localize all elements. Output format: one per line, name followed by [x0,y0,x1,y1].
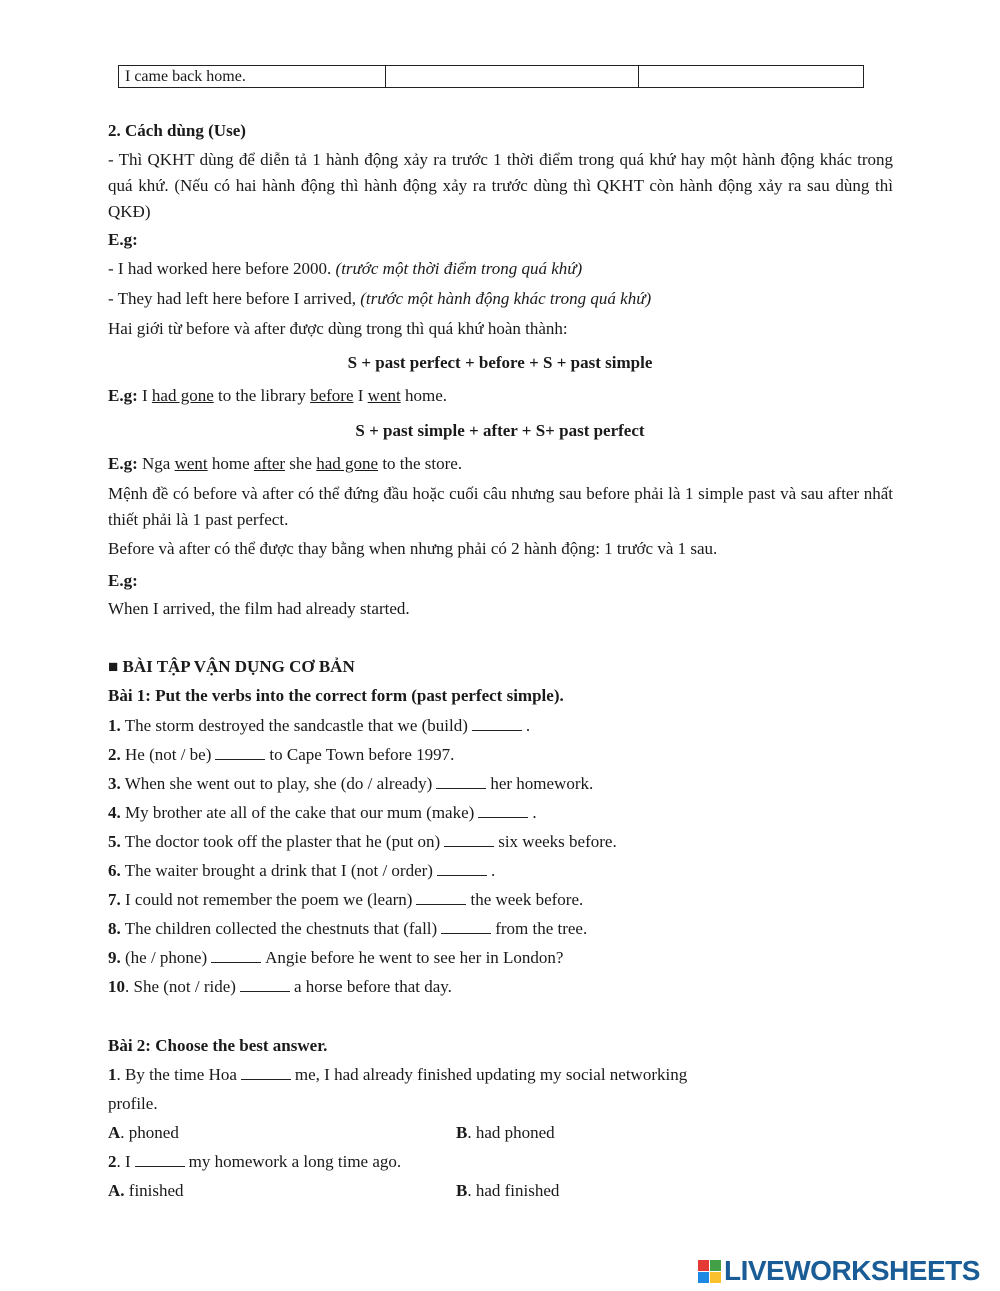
item-number: 10 [108,977,125,996]
option-b[interactable] [456,1181,559,1201]
item-text: . [490,861,496,880]
item-number: 6. [108,861,121,880]
text: she [285,454,317,473]
item-number: 2. [108,745,121,764]
underlined-verb: had gone [316,454,379,473]
option-letter: B [456,1123,468,1142]
option-text: . had phoned [467,1123,555,1142]
table-cell [639,66,864,88]
text: to the store. [378,454,463,473]
example-label: E.g: [108,230,138,249]
item-number: 7. [108,890,121,909]
underlined-verb: went [367,386,401,405]
option-letter: B [456,1181,468,1200]
answer-blank[interactable] [215,745,265,760]
example-line [108,259,582,279]
table-cell [386,66,639,88]
example-label: E.g: [108,386,138,405]
item-text: He (not / be) [120,745,212,764]
option-letter: A [108,1123,121,1142]
exercise-item [108,745,454,765]
question-text: my homework a long time ago. [188,1152,402,1171]
item-number: 8. [108,919,121,938]
item-text: The waiter brought a drink that I (not / order) [120,861,433,880]
answer-blank[interactable] [437,861,487,876]
question [108,1152,401,1172]
answer-blank[interactable] [241,1065,291,1080]
logo-squares-icon [698,1260,721,1283]
item-text: a horse before that day. [293,977,452,996]
text: to the library [213,386,311,405]
exercise-item [108,832,617,852]
underlined-verb: went [174,454,208,473]
item-text: six weeks before. [498,832,617,851]
liveworksheets-logo [698,1254,980,1288]
answer-blank[interactable] [478,803,528,818]
item-text: . She (not / ride) [125,977,236,996]
option-letter: A. [108,1181,125,1200]
item-text: . [532,803,537,822]
exercise-item [108,861,495,881]
item-text: the week before. [470,890,584,909]
text: I [137,386,152,405]
option-a[interactable] [108,1123,179,1143]
item-text: from the tree. [495,919,588,938]
exercise-item [108,774,593,794]
item-text: I could not remember the poem we (learn) [120,890,413,909]
exercises-heading: ■ BÀI TẬP VẬN DỤNG CƠ BẢN [108,657,355,676]
example-line [108,289,651,309]
intro-text: Hai giới từ before và after được dùng trong thì quá khứ hoàn thành: [108,319,568,338]
text: home. [400,386,447,405]
exercise-1-title: Bài 1: Put the verbs into the correct form (past perfect simple). [108,686,564,705]
exercise-item [108,716,530,736]
item-text: My brother ate all of the cake that our mum (make) [120,803,475,822]
item-text: The doctor took off the plaster that he (put on) [120,832,441,851]
top-table [118,65,864,88]
exercise-item [108,919,587,939]
example-line [108,386,447,406]
option-text: finished [124,1181,184,1200]
usage-paragraph: - Thì QKHT dùng để diễn tả 1 hành động xảy ra trước 1 thời điểm trong quá khứ hay một hành động khác trong quá khứ. (Nếu có hai hành động thì hành động xảy ra trước dùng thì QKHT còn hành động xảy ra sau dùng thì QKĐ) [108,150,893,221]
item-text: When she went out to play, she (do / already) [120,774,433,793]
text: home [207,454,254,473]
answer-blank[interactable] [436,774,486,789]
example-text: - They had left here before I arrived, [108,289,361,308]
section-heading: 2. Cách dùng (Use) [108,121,246,140]
item-number: 4. [108,803,121,822]
item-text: to Cape Town before 1997. [269,745,455,764]
question-number: 1 [108,1065,117,1084]
question-text: me, I had already finished updating my social networking [294,1065,688,1084]
answer-blank[interactable] [211,948,261,963]
formula-after: S + past simple + after + S+ past perfect [355,421,645,440]
exercise-item [108,977,452,997]
question [108,1065,687,1085]
underlined-word: after [253,454,286,473]
question-continuation: profile. [108,1094,158,1113]
item-text: her homework. [490,774,594,793]
option-a[interactable] [108,1181,184,1201]
answer-blank[interactable] [135,1152,185,1167]
item-number: 9. [108,948,121,967]
answer-blank[interactable] [240,977,290,992]
option-text: . phoned [120,1123,179,1142]
when-paragraph: Before và after có thể được thay bằng when nhưng phải có 2 hành động: 1 trước và 1 sau. [108,539,718,558]
item-number: 3. [108,774,121,793]
item-text: Angie before he went to see her in London? [265,948,564,967]
example-label: E.g: [108,454,138,473]
answer-blank[interactable] [472,716,522,731]
item-text: (he / phone) [120,948,208,967]
example-note: (trước một hành động khác trong quá khứ) [360,289,652,308]
example-line [108,454,462,474]
example-label: E.g: [108,571,138,590]
question-number: 2 [108,1152,117,1171]
formula-before: S + past perfect + before + S + past simple [347,353,653,372]
question-text: . I [116,1152,131,1171]
item-number: 5. [108,832,121,851]
question-text: . By the time Hoa [116,1065,237,1084]
underlined-word: before [310,386,354,405]
answer-blank[interactable] [416,890,466,905]
item-text: . [525,716,531,735]
table-row [119,66,864,88]
item-text: The children collected the chestnuts that (fall) [120,919,438,938]
example-text: When I arrived, the film had already started. [108,599,410,618]
answer-blank[interactable] [441,919,491,934]
exercise-2-title: Bài 2: Choose the best answer. [108,1036,328,1055]
example-note: (trước một thời điểm trong quá khứ) [335,259,583,278]
underlined-verb: had gone [151,386,214,405]
option-b[interactable] [456,1123,555,1143]
text: I [353,386,368,405]
clause-paragraph: Mệnh đề có before và after có thể đứng đầu hoặc cuối câu nhưng sau before phải là 1 simple past và sau after nhất thiết phải là 1 past perfect. [108,484,893,529]
item-text: The storm destroyed the sandcastle that we (build) [120,716,468,735]
answer-blank[interactable] [444,832,494,847]
exercise-item [108,948,563,968]
option-text: . had finished [467,1181,560,1200]
item-number: 1. [108,716,121,735]
logo-text: LIVEWORKSHEETS [724,1255,980,1286]
exercise-item [108,803,537,823]
text: Nga [137,454,175,473]
table-cell: I came back home. [119,66,386,88]
example-text: - I had worked here before 2000. [108,259,336,278]
exercise-item [108,890,583,910]
